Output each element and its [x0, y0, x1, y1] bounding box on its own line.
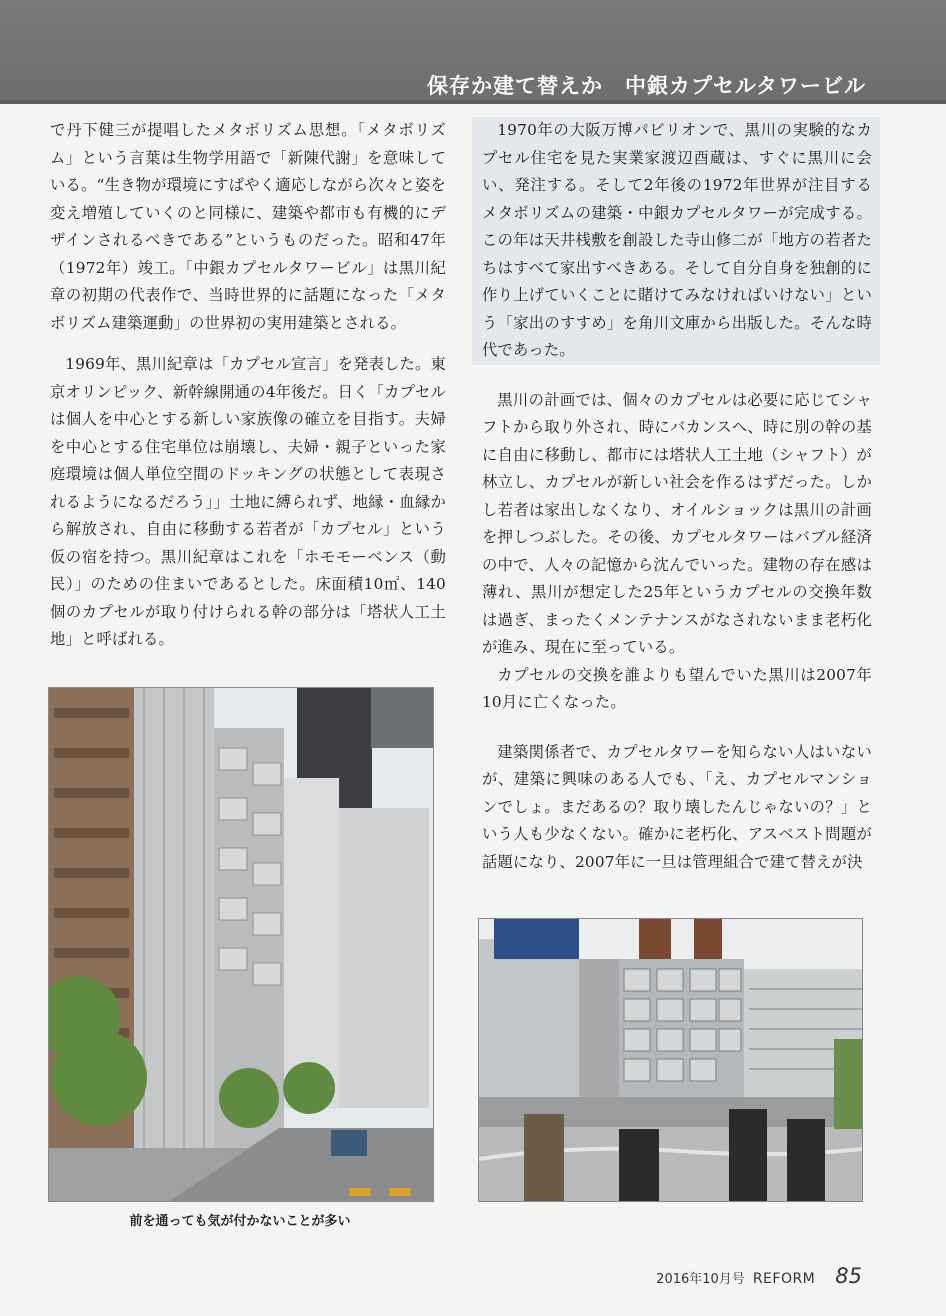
- magazine-name: REFORM: [752, 1271, 816, 1287]
- paragraph: で丹下健三が提唱したメタボリズム思想。「メタボリズム」という言葉は生物学用語で「新陳代謝」を意味している。“生き物が環境にすばやく適応しながら次々と姿を変え増殖していくのと同様に、建築や都市も有機的にデザインされるべきである”というものだった。昭和47年（1972年）竣工。「中銀カプセルタワービル」は黒川紀章の初期の代表作で、当時世界的に話題になった「メタボリズム建築運動」の世界初の実用建築とされる。: [50, 121, 446, 332]
- tower-photo: [478, 918, 863, 1202]
- photo-caption: 前を通っても気が付かないことが多い: [129, 1214, 351, 1229]
- street-view-photo: [48, 687, 434, 1202]
- page-footer: [656, 1264, 862, 1288]
- issue-date: 2016年10月号: [656, 1272, 745, 1287]
- right-text-column: [482, 117, 872, 876]
- paragraph: カプセルの交換を誰よりも望んでいた黒川は2007年10月に亡くなった。: [482, 665, 872, 711]
- page-header-title: 保存か建て替えか 中銀カプセルタワービル: [427, 73, 866, 98]
- header-band: [0, 0, 946, 100]
- left-text-column: [50, 117, 446, 654]
- paragraph: 建築関係者で、カプセルタワーを知らない人はいないが、建築に興味のある人でも、「え、カプセルマンションでしょ。まだあるの？取り壊したんじゃないの？」という人も少なくない。確かに老朽化、アスベスト問題が話題になり、2007年に一旦は管理組合で建て替えが決: [482, 742, 872, 871]
- highlight-panel: [472, 117, 880, 365]
- paragraph: 1969年、黒川紀章は「カプセル宣言」を発表した。東京オリンピック、新幹線開通の4年後だ。日く「カプセルは個人を中心とする新しい家族像の確立を目指す。夫婦を中心とする住宅単位は崩壊し、夫婦・親子といった家庭環境は個人単位空間のドッキングの状態として表現されるようになるだろう」」土地に縛られず、地縁・血縁から解放され、自由に移動する若者が「カプセル」という仮の宿を持つ。黒川紀章はこれを「ホモモーベンス（動民）」のための住まいであるとした。床面積10㎡、140個のカプセルが取り付けられる幹の部分は「塔状人工土地」と呼ばれる。: [50, 355, 446, 648]
- page-number: 85: [835, 1264, 862, 1288]
- header-rule: [0, 100, 946, 104]
- paragraph: 黒川の計画では、個々のカプセルは必要に応じてシャフトから取り外され、時にバカンスへ、時に別の幹の基に自由に移動し、都市には塔状人工土地（シャフト）が林立し、カプセルが新しい社会を作るはずだった。しかし若者は家出しなくなり、オイルショックは黒川の計画を押しつぶした。その後、カプセルタワーはバブル経済の中で、人々の記憶から沈んでいった。建物の存在感は薄れ、黒川が想定した25年というカプセルの交換年数は過ぎ、まったくメンテナンスがなされないまま老朽化が進み、現在に至っている。: [482, 390, 872, 656]
- paragraph: 1970年の大阪万博パビリオンで、黒川の実験的なカプセル住宅を見た実業家渡辺酉蔵は、すぐに黒川に会い、発注する。そして2年後の1972年世界が注目するメタボリズムの建築・中銀カプセルタワーが完成する。この年は天井桟敷を創設した寺山修二が「地方の若者たちはすべて家出すべきある。そして自分自身を独創的に作り上げていくことに賭けてみなければいけない」という「家出のすすめ」を角川文庫から出版した。そんな時代であった。: [482, 121, 872, 359]
